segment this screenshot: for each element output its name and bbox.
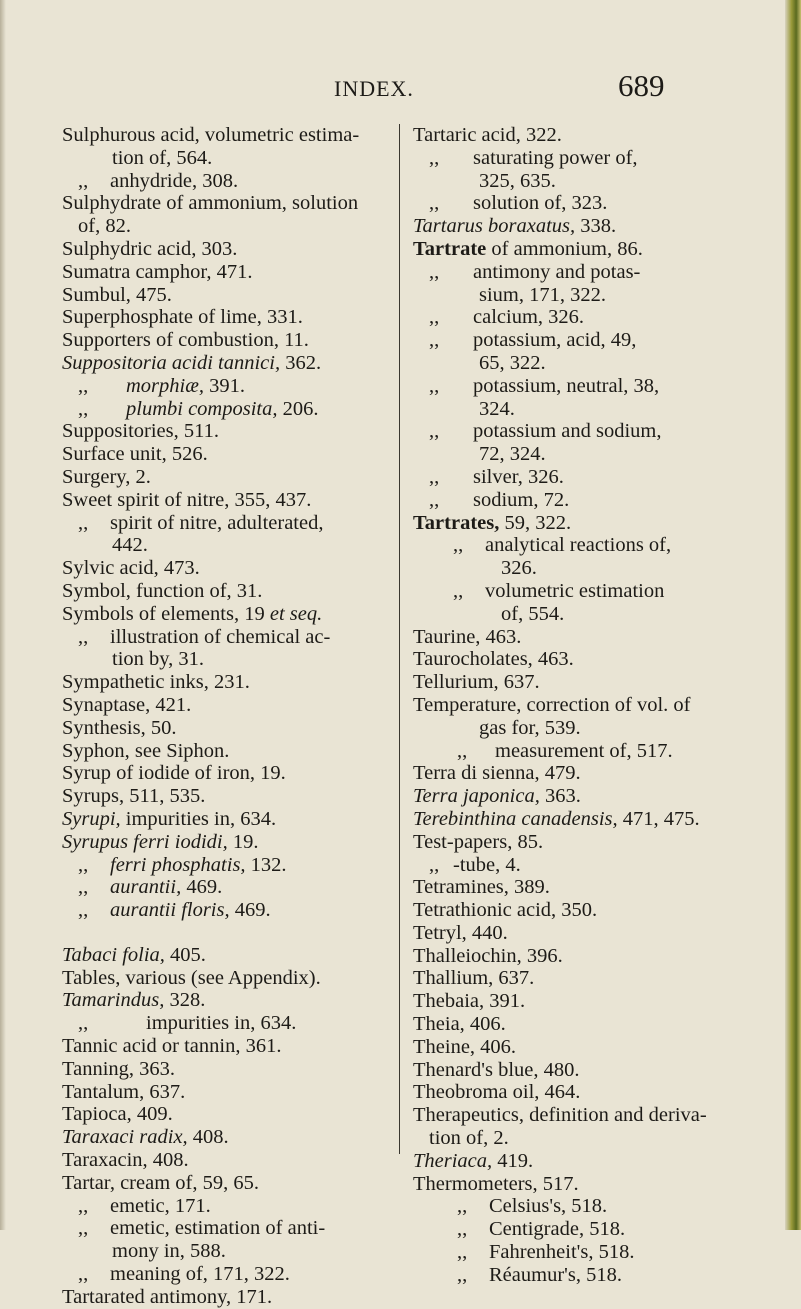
- index-subentry: ,, measurement of, 517.: [457, 739, 673, 762]
- index-subentry: ,, saturating power of,: [429, 146, 638, 169]
- index-entry: Superphosphate of lime, 331.: [62, 306, 303, 329]
- index-entry: Tabaci folia, 405.: [62, 943, 206, 966]
- index-entry: Tannic acid or tannin, 361.: [62, 1035, 282, 1058]
- index-entry-continuation: 326.: [501, 557, 537, 580]
- index-entry: Tartaric acid, 322.: [413, 124, 562, 146]
- index-column-right: [413, 124, 719, 1287]
- index-entry: Thebaia, 391.: [413, 990, 526, 1013]
- index-entry-continuation: tion by, 31.: [112, 648, 205, 671]
- index-entry: Tetrathionic acid, 350.: [413, 899, 598, 922]
- index-entry: Temperature, correction of vol. of: [413, 693, 691, 716]
- index-entry: Sweet spirit of nitre, 355, 437.: [62, 488, 312, 511]
- index-subentry: ,, potassium, neutral, 38,: [429, 374, 660, 397]
- index-subentry: ,, anhydride, 308.: [62, 170, 394, 193]
- index-subentry: ,, morphiæ, 391.: [78, 374, 246, 397]
- index-entry: Theine, 406.: [413, 1035, 517, 1058]
- index-entry: Synaptase, 421.: [62, 693, 192, 716]
- index-entry: Tellurium, 637.: [413, 671, 540, 694]
- index-entry: Syrupi, impurities in, 634.: [62, 807, 277, 830]
- index-entry: Sumatra camphor, 471.: [62, 260, 253, 283]
- index-entry: Supporters of combustion, 11.: [62, 329, 309, 352]
- index-subentry: ,, volumetric estimation: [453, 579, 665, 602]
- index-subentry: ,, analytical reactions of,: [453, 534, 672, 557]
- index-entry-continuation: 325, 635.: [479, 169, 556, 192]
- index-entry: Suppositoria acidi tannici, 362.: [62, 351, 322, 374]
- index-entry-continuation: tion of, 2.: [429, 1127, 509, 1150]
- index-entry: Tartarus boraxatus, 338.: [413, 215, 617, 238]
- column-divider: [399, 124, 400, 1154]
- index-subentry: ,, calcium, 326.: [429, 306, 585, 329]
- index-subentry: ,, ferri phosphatis, 132.: [78, 853, 287, 876]
- index-entry-continuation: of, 82.: [78, 215, 131, 238]
- index-entry-continuation: 324.: [479, 397, 515, 420]
- index-subentry: ,, antimony and potas-: [429, 260, 641, 283]
- index-entry-continuation: of, 554.: [501, 602, 565, 625]
- index-entry: Tetryl, 440.: [413, 921, 508, 944]
- index-entry: Theobroma oil, 464.: [413, 1081, 581, 1104]
- index-entry-continuation: tion of, 564.: [112, 146, 213, 169]
- index-entry: Tartar, cream of, 59, 65.: [62, 1171, 259, 1194]
- index-entry: Tetramines, 389.: [413, 876, 550, 899]
- index-entry: Sulphydric acid, 303.: [62, 237, 238, 260]
- index-entry: Terra japonica, 363.: [413, 785, 581, 808]
- index-entry: Terebinthina canadensis, 471, 475.: [413, 807, 700, 830]
- index-entry: Tapioca, 409.: [62, 1103, 173, 1126]
- index-entry: Sylvic acid, 473.: [62, 557, 200, 580]
- index-entry: Symbols of elements, 19 et seq.: [62, 602, 323, 625]
- index-entry: Taurocholates, 463.: [413, 648, 574, 671]
- index-subentry: ,, silver, 326.: [429, 465, 564, 488]
- index-entry: Syrupus ferri iodidi, 19.: [62, 830, 259, 853]
- ditto-mark: ,,: [78, 169, 89, 192]
- index-subentry: ,, potassium and sodium,: [429, 420, 662, 443]
- index-entry: Surgery, 2.: [62, 465, 151, 488]
- index-entry: Symbol, function of, 31.: [62, 579, 263, 602]
- index-subentry: ,, emetic, estimation of anti-: [78, 1217, 326, 1240]
- index-subentry: ,, sodium, 72.: [429, 488, 570, 511]
- index-entry: Sympathetic inks, 231.: [62, 671, 250, 694]
- index-subentry: ,, impurities in, 634.: [78, 1012, 297, 1035]
- index-entry: Sulphurous acid, volumetric estima-: [62, 124, 360, 146]
- index-subentry: ,, Celsius's, 518.: [457, 1195, 608, 1218]
- index-subentry: ,, Centigrade, 518.: [457, 1218, 626, 1241]
- index-entry: Tartrates, 59, 322.: [413, 511, 572, 534]
- index-subentry: ,, aurantii floris, 469.: [78, 899, 271, 922]
- index-entry: Terra di sienna, 479.: [413, 762, 581, 785]
- index-entry-continuation: 442.: [112, 534, 148, 557]
- page-header: [0, 68, 801, 108]
- index-entry-continuation: 72, 324.: [479, 443, 546, 466]
- index-entry: Sulphydrate of ammonium, solution: [62, 192, 359, 215]
- index-entry: Therapeutics, definition and deriva-: [413, 1104, 707, 1127]
- index-subentry: ,, aurantii, 469.: [78, 876, 223, 899]
- index-entry: Theriaca, 419.: [413, 1149, 534, 1172]
- index-entry: Syrup of iodide of iron, 19.: [62, 762, 286, 785]
- index-subentry: ,, potassium, acid, 49,: [429, 329, 637, 352]
- index-entry: Surface unit, 526.: [62, 443, 208, 466]
- page-right-edge: [785, 0, 801, 1230]
- index-entry: Thalleiochin, 396.: [413, 944, 563, 967]
- index-subentry: ,, -tube, 4.: [429, 853, 521, 876]
- index-column-left: [62, 124, 394, 1309]
- index-subentry: ,, emetic, 171.: [78, 1194, 211, 1217]
- index-entry-continuation: sium, 171, 322.: [479, 283, 606, 306]
- index-entry: Taraxaci radix, 408.: [62, 1126, 229, 1149]
- index-entry: Tanning, 363.: [62, 1057, 176, 1080]
- index-subentry: ,, Fahrenheit's, 518.: [457, 1241, 635, 1264]
- index-subentry: ,, spirit of nitre, adulterated,: [78, 511, 324, 534]
- index-subentry: ,, plumbi composita, 206.: [78, 397, 319, 420]
- index-entry-continuation: 65, 322.: [479, 351, 546, 374]
- page-number: 689: [618, 68, 665, 103]
- index-entry: Suppositories, 511.: [62, 420, 219, 443]
- index-entry: Sumbul, 475.: [62, 283, 172, 306]
- index-entry: Taraxacin, 408.: [62, 1149, 189, 1172]
- index-entry: Taurine, 463.: [413, 625, 522, 648]
- index-entry: Tartarated antimony, 171.: [62, 1285, 273, 1308]
- index-entry: Synthesis, 50.: [62, 716, 177, 739]
- index-entry: Thermometers, 517.: [413, 1172, 579, 1195]
- index-subentry: ,, Réaumur's, 518.: [457, 1263, 622, 1286]
- index-entry: Thallium, 637.: [413, 967, 535, 990]
- index-entry-continuation: mony in, 588.: [112, 1240, 226, 1263]
- index-subentry: ,, illustration of chemical ac-: [78, 625, 331, 648]
- index-entry-continuation: gas for, 539.: [479, 716, 581, 739]
- index-entry: Tartrate of ammonium, 86.: [413, 237, 643, 260]
- index-subentry: ,, solution of, 323.: [429, 192, 608, 215]
- index-entry: Theia, 406.: [413, 1013, 506, 1036]
- page-title: INDEX.: [334, 76, 414, 101]
- section-gap: [62, 922, 394, 944]
- index-entry: Syphon, see Siphon.: [62, 739, 230, 762]
- index-entry: Tamarindus, 328.: [62, 989, 206, 1012]
- index-entry: Tantalum, 637.: [62, 1080, 186, 1103]
- index-entry: Test-papers, 85.: [413, 830, 544, 853]
- page-left-edge: [0, 0, 6, 1230]
- index-entry: Thenard's blue, 480.: [413, 1058, 580, 1081]
- index-subentry: ,, meaning of, 171, 322.: [78, 1263, 290, 1286]
- index-entry: Tables, various (see Appendix).: [62, 966, 321, 989]
- index-entry: Syrups, 511, 535.: [62, 785, 206, 808]
